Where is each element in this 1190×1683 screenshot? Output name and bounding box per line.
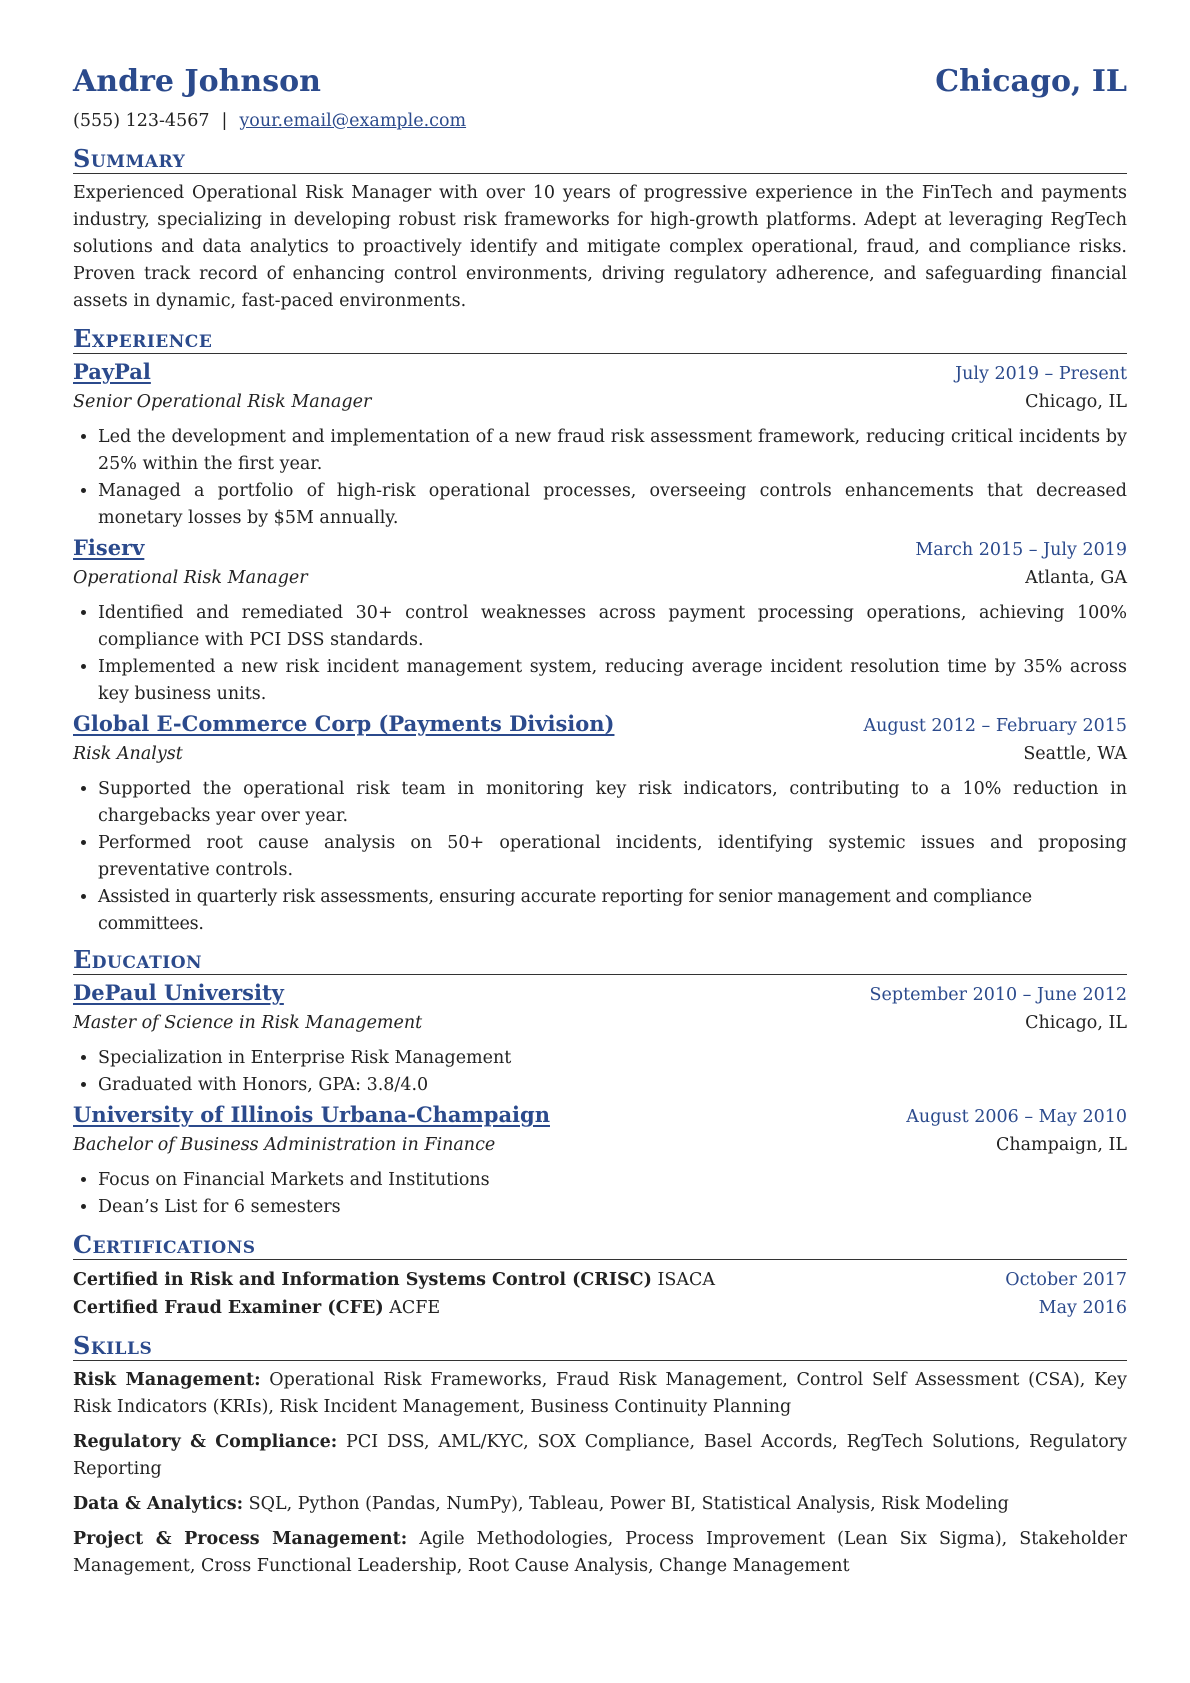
contact-separator: |	[221, 111, 228, 131]
job-location: Atlanta, GA	[1025, 568, 1127, 588]
cert-name: Certified in Risk and Information Systems Control (CRISC)	[73, 1270, 652, 1290]
job-dates: March 2015 – July 2019	[915, 540, 1127, 560]
skill-text: SQL, Python (Pandas, NumPy), Tableau, Power BI, Statistical Analysis, Risk Modeling	[248, 1494, 1009, 1514]
job-dates: July 2019 – Present	[955, 364, 1127, 384]
cert-issuer: ISACA	[657, 1270, 716, 1290]
skill-group	[73, 1367, 1127, 1421]
school-entry	[73, 979, 1127, 1099]
job-role: Risk Analyst	[73, 744, 183, 764]
degree: Master of Science in Risk Management	[73, 1013, 423, 1033]
summary-text: Experienced Operational Risk Manager with over 10 years of progressive experience in the FinTech and payments industry, specializing in developing robust risk frameworks for high-growth platforms. Adept at leveraging RegTech solutions and data analytics to proactively identify and mitigate complex operational, fraud, and compliance risks. Proven track record of enhancing control environments, driving regulatory adherence, and safeguarding financial assets in dynamic, fast-paced environments.	[73, 183, 1127, 311]
job-entry	[73, 534, 1127, 708]
school-location: Chicago, IL	[1025, 1013, 1127, 1033]
job-bullets	[73, 600, 1127, 708]
section-title-summary: Summary	[73, 145, 1127, 174]
skill-group	[73, 1491, 1127, 1518]
degree: Bachelor of Business Administration in Finance	[73, 1135, 496, 1155]
school-dates: September 2010 – June 2012	[869, 985, 1127, 1005]
certifications-section	[73, 1231, 1127, 1322]
job-bullets	[73, 424, 1127, 532]
skill-label: Risk Management:	[73, 1370, 261, 1390]
candidate-name: Andre Johnson	[73, 64, 321, 99]
skill-text: Operational Risk Frameworks, Fraud Risk Management, Control Self Assessment (CSA), Key Risk Indicators (KRIs), Risk Incident Management, Business Continuity Planning	[73, 1370, 1127, 1417]
summary-section	[73, 145, 1127, 315]
school-bullets	[73, 1045, 1127, 1099]
header	[73, 64, 1127, 99]
skill-text: Agile Methodologies, Process Improvement (Lean Six Sigma), Stakeholder Management, Cross Functional Leadership, Root Cause Analysis, Change Management	[73, 1529, 1127, 1576]
job-location: Seattle, WA	[1023, 744, 1127, 764]
school-location: Champaign, IL	[995, 1135, 1127, 1155]
company-link[interactable]: Fiserv	[73, 535, 145, 560]
bullet-item: • Led the development and implementation of a new fraud risk assessment framework, reducing critical incidents by 25% within the first year.	[98, 424, 1127, 478]
skills-section	[73, 1332, 1127, 1580]
bullet-item: • Specialization in Enterprise Risk Management	[98, 1045, 1127, 1072]
skill-group	[73, 1526, 1127, 1580]
email-link[interactable]: your.email@example.com	[239, 111, 467, 131]
education-section	[73, 946, 1127, 1221]
bullet-item: • Focus on Financial Markets and Institutions	[98, 1167, 1127, 1194]
cert-row	[73, 1294, 1127, 1322]
section-title-experience: Experience	[73, 325, 1127, 354]
contact-line	[73, 111, 1127, 131]
job-role: Operational Risk Manager	[73, 568, 308, 588]
school-link[interactable]: DePaul University	[73, 980, 284, 1005]
school-entry	[73, 1101, 1127, 1221]
cert-row	[73, 1266, 1127, 1294]
bullet-item: • Dean’s List for 6 semesters	[98, 1194, 1127, 1221]
cert-date: May 2016	[1038, 1298, 1127, 1318]
company-link[interactable]: Global E-Commerce Corp (Payments Division)	[73, 711, 615, 736]
resume-page	[73, 0, 1127, 1580]
school-bullets	[73, 1167, 1127, 1221]
job-entry	[73, 710, 1127, 938]
company-link[interactable]: PayPal	[73, 359, 151, 384]
section-title-skills: Skills	[73, 1332, 1127, 1361]
bullet-item: • Implemented a new risk incident management system, reducing average incident resolution time by 35% across key business units.	[98, 654, 1127, 708]
section-title-education: Education	[73, 946, 1127, 975]
bullet-item: • Supported the operational risk team in monitoring key risk indicators, contributing to a 10% reduction in chargebacks year over year.	[98, 776, 1127, 830]
phone-number: (555) 123-4567	[73, 111, 210, 131]
bullet-item: • Graduated with Honors, GPA: 3.8/4.0	[98, 1072, 1127, 1099]
job-location: Chicago, IL	[1025, 392, 1127, 412]
header-location: Chicago, IL	[935, 64, 1127, 99]
experience-section	[73, 325, 1127, 938]
bullet-item: • Managed a portfolio of high-risk operational processes, overseeing controls enhancements that decreased monetary losses by $5M annually.	[98, 478, 1127, 532]
skill-text: PCI DSS, AML/KYC, SOX Compliance, Basel Accords, RegTech Solutions, Regulatory Reporting	[73, 1432, 1127, 1479]
skill-label: Project & Process Management:	[73, 1529, 408, 1549]
job-entry	[73, 358, 1127, 532]
skill-label: Regulatory & Compliance:	[73, 1432, 338, 1452]
job-bullets	[73, 776, 1127, 938]
skill-group	[73, 1429, 1127, 1483]
bullet-item: • Assisted in quarterly risk assessments, ensuring accurate reporting for senior management and compliance committees.	[98, 884, 1127, 938]
cert-date: October 2017	[1005, 1270, 1127, 1290]
job-dates: August 2012 – February 2015	[863, 716, 1127, 736]
job-role: Senior Operational Risk Manager	[73, 392, 372, 412]
section-title-certifications: Certifications	[73, 1231, 1127, 1260]
bullet-item: • Performed root cause analysis on 50+ operational incidents, identifying systemic issues and proposing preventative controls.	[98, 830, 1127, 884]
bullet-item: • Identified and remediated 30+ control weaknesses across payment processing operations, achieving 100% compliance with PCI DSS standards.	[98, 600, 1127, 654]
cert-name: Certified Fraud Examiner (CFE)	[73, 1298, 384, 1318]
cert-issuer: ACFE	[389, 1298, 441, 1318]
skill-label: Data & Analytics:	[73, 1494, 244, 1514]
school-link[interactable]: University of Illinois Urbana-Champaign	[73, 1102, 550, 1127]
school-dates: August 2006 – May 2010	[906, 1107, 1127, 1127]
